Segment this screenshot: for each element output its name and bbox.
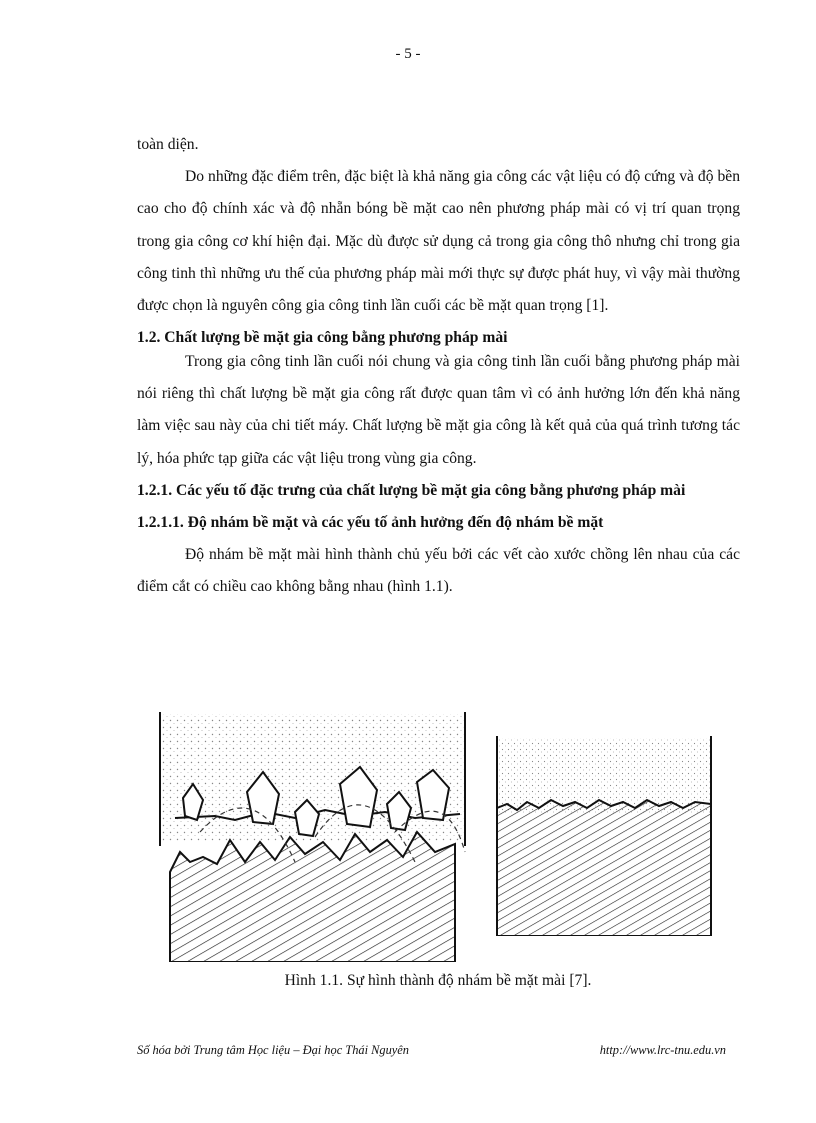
paragraph-continuation: toàn diện. <box>137 136 199 153</box>
figure-caption: Hình 1.1. Sự hình thành độ nhám bề mặt mài [7]. <box>284 972 592 989</box>
heading-1-2-1: 1.2.1. Các yếu tố đặc trưng của chất lượng bề mặt gia công bằng phương pháp mài <box>137 481 686 499</box>
footer-url[interactable]: http://www.lrc-tnu.edu.vn <box>599 1043 726 1057</box>
page-number: - 5 - <box>395 46 421 62</box>
roughness-formation-diagram-left <box>155 712 470 962</box>
heading-1-2: 1.2. Chất lượng bề mặt gia công bằng phương pháp mài <box>137 329 508 347</box>
paragraph-roughness: Độ nhám bề mặt mài hình thành chủ yếu bởi các vết cào xước chồng lên nhau của các điểm cắt có chiều cao không bằng nhau (hình 1.1). <box>137 546 740 596</box>
roughness-formation-diagram-right <box>495 736 715 936</box>
body-text-bottom <box>137 346 740 604</box>
footer-source: Số hóa bởi Trung tâm Học liệu – Đại học Thái Nguyên <box>137 1043 409 1057</box>
paragraph-surface-quality: Trong gia công tinh lần cuối nói chung và gia công tinh lần cuối bằng phương pháp mài nói riêng thì chất lượng bề mặt gia công rất được quan tâm vì có ảnh hưởng lớn đến khả năng làm việc sau này của chi tiết máy. Chất lượng bề mặt gia công là kết quả của quá trình tương tác lý, hóa phức tạp giữa các vật liệu trong vùng gia công. <box>137 353 740 467</box>
paragraph-grinding-advantages: Do những đặc điểm trên, đặc biệt là khả năng gia công các vật liệu có độ cứng và độ bền cao cho độ chính xác và độ nhẵn bóng bề mặt cao nên phương pháp mài có vị trí quan trọng trong gia công cơ khí hiện đại. Mặc dù được sử dụng cả trong gia công thô nhưng chỉ trong gia công tinh thì những ưu thế của phương pháp mài mới thực sự được phát huy, vì vậy mài thường được chọn là nguyên công gia công tinh lần cuối các bề mặt quan trọng [1]. <box>137 168 740 315</box>
heading-1-2-1-1: 1.2.1.1. Độ nhám bề mặt và các yếu tố ảnh hưởng đến độ nhám bề mặt <box>137 514 604 532</box>
figure-1-1 <box>155 712 725 967</box>
body-text-top <box>137 129 740 354</box>
